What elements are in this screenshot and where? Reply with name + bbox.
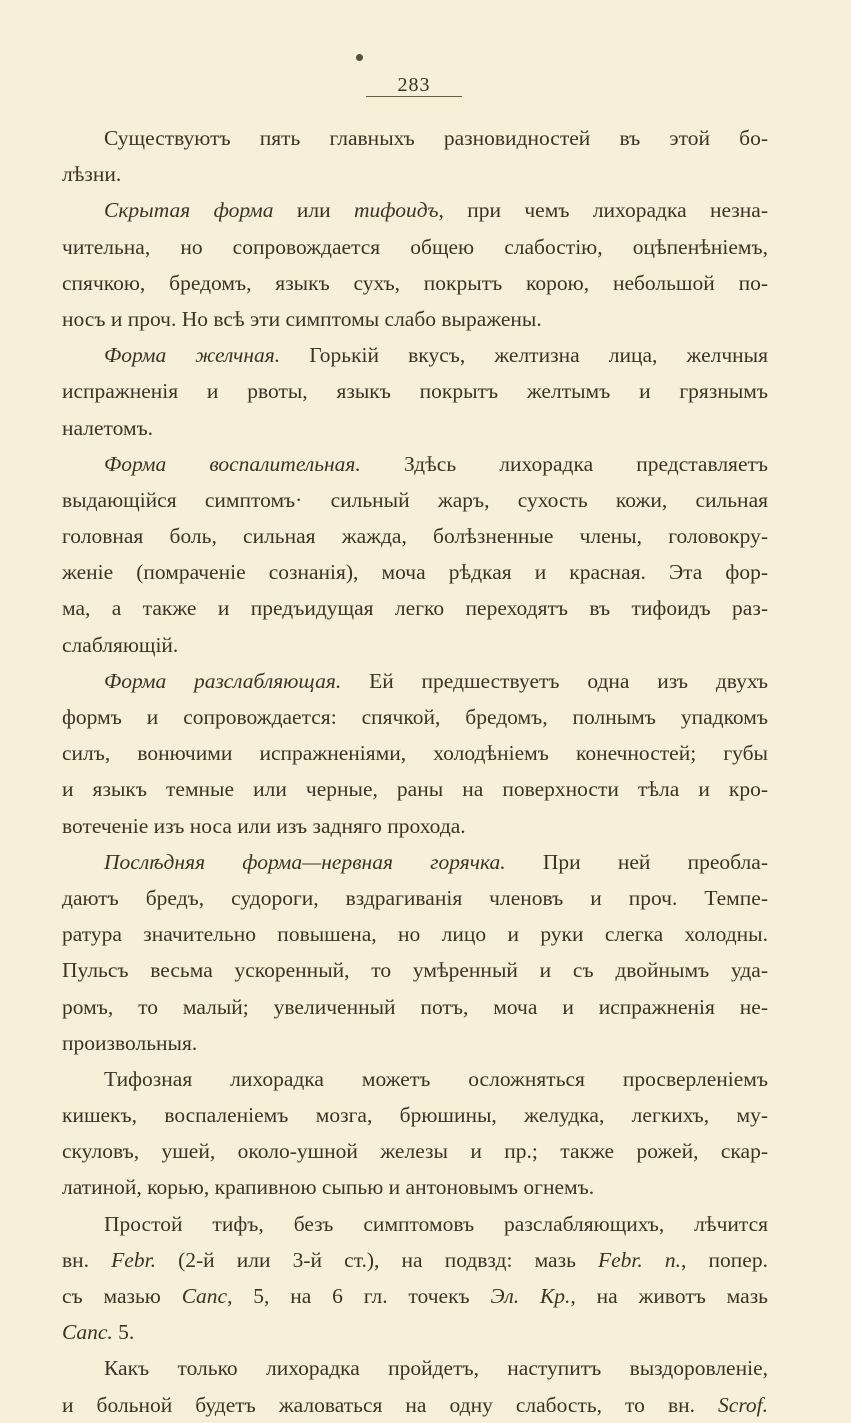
text-span: вн. [62, 1247, 112, 1272]
text-span: спячкою, бредомъ, языкъ сухъ, покрытъ корою, небольшой по- [62, 270, 768, 295]
text-span: При ней преобла- [505, 849, 768, 874]
text-line [62, 590, 768, 626]
text-span: Простой тифъ, безъ симптомовъ разслабляющихъ, лѣчится [104, 1211, 768, 1236]
text-span: налетомъ. [62, 415, 154, 440]
italic-span: Canc [181, 1284, 228, 1308]
text-span: , при чемъ лихорадка незна- [438, 198, 769, 223]
text-span: выдающійся симптомъ· сильный жаръ, сухость кожи, сильная [62, 487, 768, 512]
text-span: носъ и проч. Но всѣ эти симптомы слабо выражены. [62, 306, 542, 331]
text-span: , на животъ мазь [570, 1284, 768, 1308]
text-line [62, 554, 768, 590]
text-line [62, 880, 768, 916]
text-span: силъ, вонючими испражненіями, холодѣніемъ конечностей; губы [62, 741, 768, 766]
text-line [62, 518, 768, 554]
text-line [62, 663, 768, 699]
text-line [62, 192, 768, 228]
page-number-rule [366, 96, 462, 97]
italic-span: Форма желчная. [104, 343, 281, 368]
italic-span: Форма воспалительная. [104, 451, 361, 476]
text-span: Горькій вкусъ, желтизна лица, желчныя [280, 343, 768, 368]
text-line [62, 1061, 768, 1097]
text-span: кишекъ, воспаленіемъ мозга, брюшины, желудка, легкихъ, му- [62, 1103, 768, 1128]
text-span: Пульсъ весьма ускоренный, то умѣренный и съ двойнымъ уда- [62, 958, 768, 983]
text-span: 5. [112, 1320, 135, 1345]
text-line [62, 301, 768, 337]
text-span: и языкъ темные или черные, раны на поверхности тѣла и кро- [62, 777, 768, 802]
text-span: съ мазью [62, 1284, 182, 1308]
text-line [62, 916, 768, 952]
text-line [62, 1242, 768, 1278]
text-span: произвольныя. [62, 1030, 198, 1055]
text-line [62, 808, 768, 844]
italic-span: Febr. n. [598, 1247, 682, 1272]
ink-dot [356, 54, 363, 61]
text-line [62, 120, 768, 156]
text-line [62, 1278, 768, 1314]
text-line [62, 735, 768, 771]
text-span: латиной, корью, крапивною сыпью и антоновымъ огнемъ. [62, 1175, 595, 1200]
italic-span: Canc. [62, 1320, 113, 1345]
text-span: ромъ, то малый; увеличенный потъ, моча и испражненія не- [62, 994, 768, 1019]
text-line [62, 1206, 768, 1242]
body-text [62, 120, 768, 1423]
text-line [62, 1097, 768, 1133]
text-line [62, 1169, 768, 1205]
text-span: , 5, на 6 гл. точекъ [227, 1284, 491, 1308]
text-line [62, 1025, 768, 1061]
text-span: , попер. [681, 1247, 768, 1272]
text-line [62, 446, 768, 482]
text-span: (2-й или 3-й ст.), на подвзд: мазь [155, 1247, 598, 1272]
text-span: или [273, 198, 354, 223]
italic-span: Эл. Кр. [490, 1284, 571, 1308]
text-span: скуловъ, ушей, около-ушной железы и пр.; также рожей, скар- [62, 1139, 768, 1164]
text-line [62, 989, 768, 1025]
text-line [62, 410, 768, 446]
text-span: женіе (помраченіе сознанія), моча рѣдкая и красная. Эта фор- [62, 560, 768, 585]
text-span: даютъ бредъ, судороги, вздрагиванія членовъ и проч. Темпе- [62, 885, 768, 910]
page-number: 283 [397, 74, 431, 96]
text-line [62, 1314, 768, 1350]
italic-span: тифоидъ [353, 198, 439, 223]
text-line [62, 156, 768, 192]
italic-span: Форма разслабляющая. [104, 668, 342, 693]
italic-span: Послѣдняя форма—нервная горячка. [104, 849, 506, 874]
text-line [62, 1133, 768, 1169]
text-span: Существуютъ пять главныхъ разновидностей въ этой бо- [104, 126, 768, 150]
text-span: чительна, но сопровождается общею слабостію, оцѣпенѣніемъ, [62, 234, 768, 259]
text-line [62, 265, 768, 301]
text-span: вотеченіе изъ носа или изъ задняго прохода. [62, 813, 466, 838]
text-span: испражненія и рвоты, языкъ покрытъ желтымъ и грязнымъ [62, 379, 768, 404]
text-line [62, 482, 768, 518]
text-span: ратура значительно повышена, но лицо и руки слегка холодны. [62, 922, 768, 947]
text-span: Какъ только лихорадка пройдетъ, наступитъ выздоровленіе, [104, 1356, 768, 1381]
italic-span: Scrof. [718, 1392, 768, 1417]
text-span: формъ и сопровождается: спячкой, бредомъ, полнымъ упадкомъ [62, 705, 768, 729]
text-span: лѣзни. [62, 162, 122, 187]
text-line [62, 373, 768, 409]
text-line [62, 771, 768, 807]
text-span: головная боль, сильная жажда, болѣзненные члены, головокру- [62, 524, 768, 549]
text-span: Здѣсь лихорадка представляетъ [360, 451, 769, 476]
text-line [62, 1387, 768, 1423]
text-span: Ей предшествуетъ одна изъ двухъ [341, 668, 768, 693]
text-line [62, 699, 768, 735]
text-line [62, 952, 768, 988]
italic-span: Скрытая форма [104, 198, 274, 223]
text-line [62, 627, 768, 663]
text-line [62, 337, 768, 373]
italic-span: Febr. [111, 1247, 156, 1272]
text-span: ма, а также и предъидущая легко переходятъ въ тифоидъ раз- [62, 596, 768, 621]
text-line [62, 1350, 768, 1386]
text-span: и больной будетъ жаловаться на одну слабость, то вн. [62, 1392, 719, 1417]
text-line [62, 844, 768, 880]
text-line [62, 229, 768, 265]
text-span: Тифозная лихорадка можетъ осложняться просверленіемъ [104, 1066, 768, 1091]
text-span: слабляющій. [62, 632, 179, 657]
